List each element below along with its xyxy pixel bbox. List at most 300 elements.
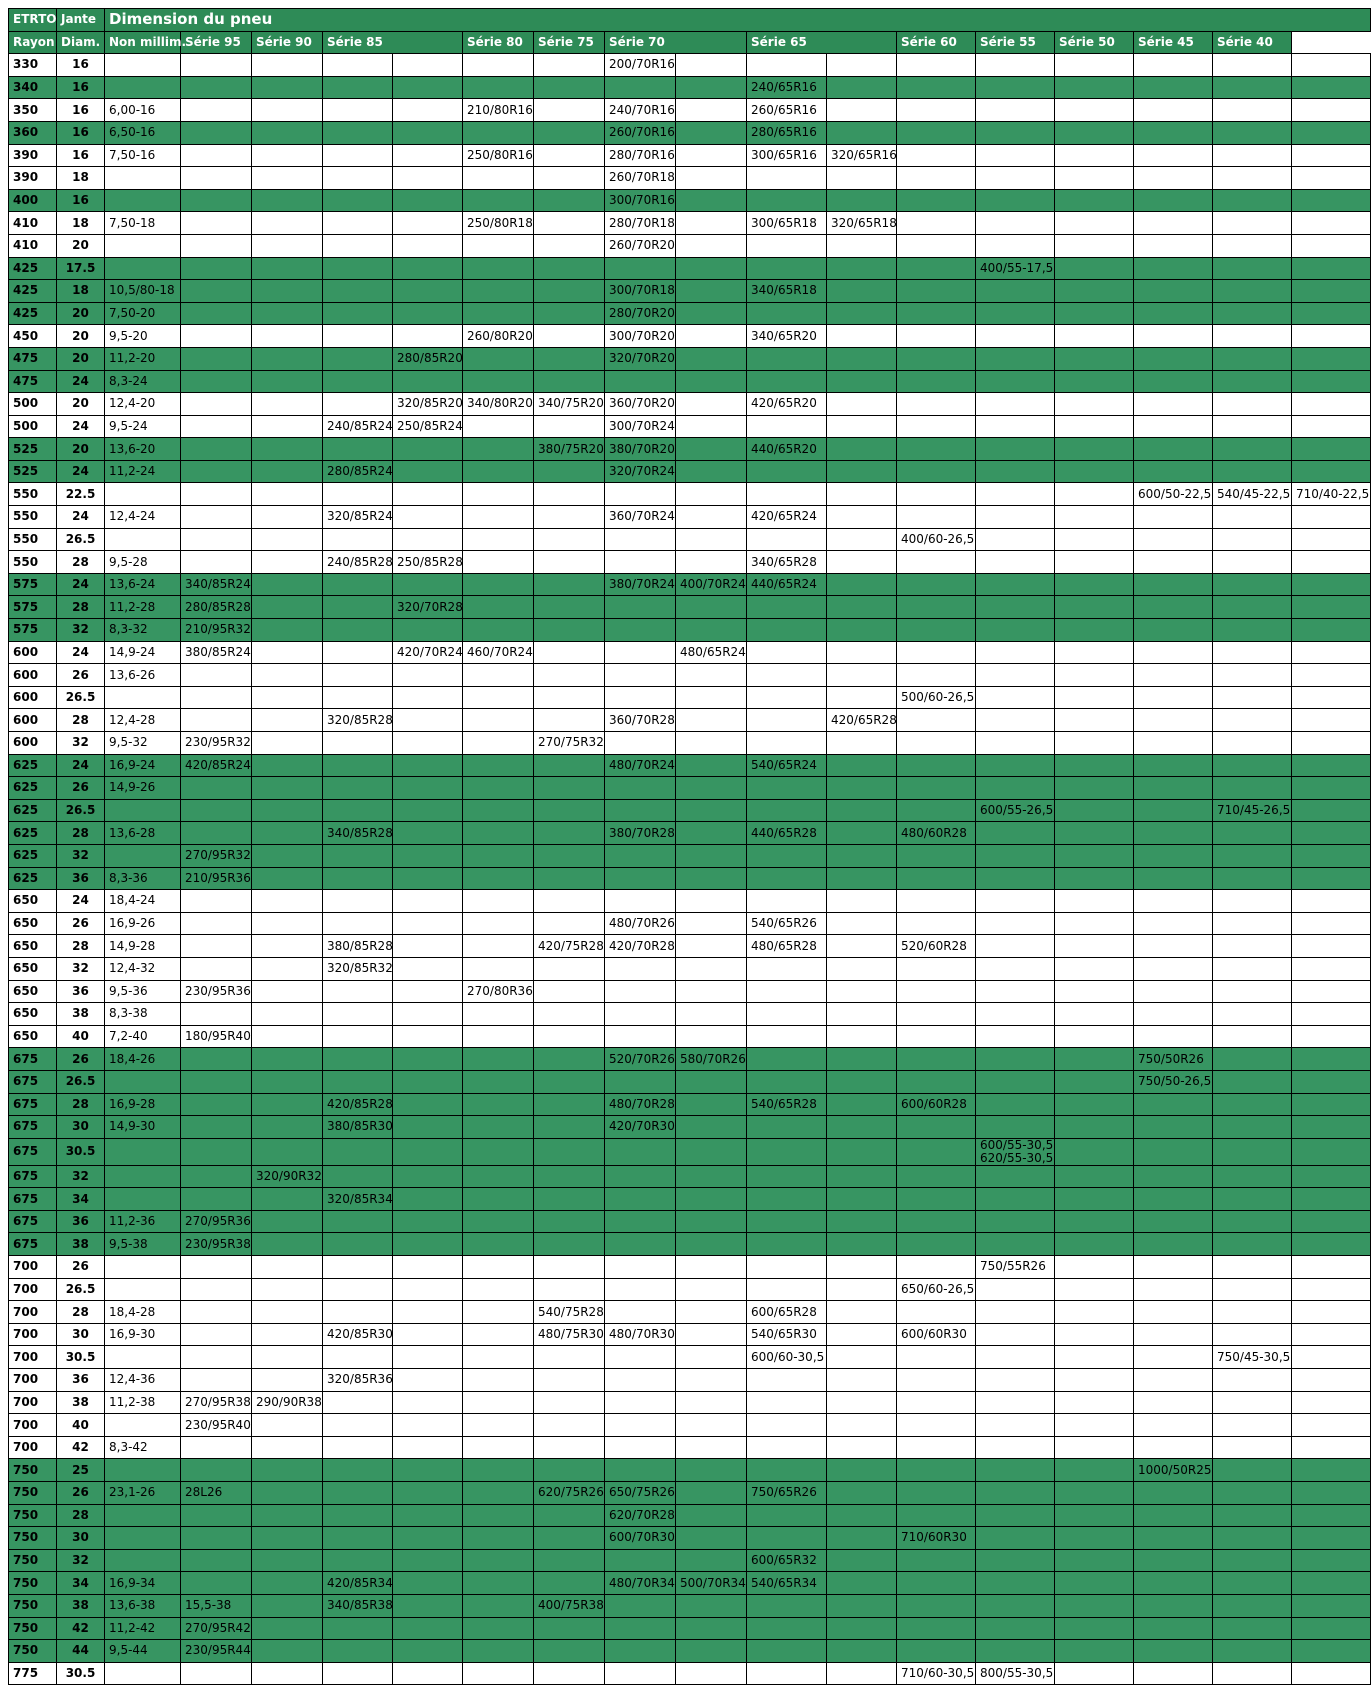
- tire-size-cell: [747, 370, 827, 393]
- tire-size-cell: [323, 1003, 393, 1026]
- tire-size-cell: [105, 1188, 181, 1211]
- tire-size-cell: [1055, 54, 1134, 77]
- tire-size-cell: 480/70R30: [605, 1323, 676, 1346]
- tire-size-cell: [1055, 393, 1134, 416]
- tire-size-cell: 1000/50R25: [1134, 1459, 1213, 1482]
- table-row: [9, 1256, 1371, 1279]
- tire-size-cell: 16,9-26: [105, 912, 181, 935]
- tire-size-cell: [1292, 980, 1371, 1003]
- tire-size-cell: [252, 822, 323, 845]
- table-row: [9, 799, 1371, 822]
- tire-size-cell: [827, 980, 897, 1003]
- tire-size-cell: 250/80R16: [463, 144, 534, 167]
- header-rayon: Rayon: [9, 31, 57, 54]
- tire-size-cell: [1134, 1003, 1213, 1026]
- tire-size-cell: [976, 280, 1055, 303]
- tire-size-cell: [1134, 528, 1213, 551]
- header-title: Dimension du pneu: [105, 9, 1371, 32]
- tire-size-cell: [1292, 1594, 1371, 1617]
- tire-size-cell: [827, 1662, 897, 1685]
- tire-size-cell: [181, 1188, 252, 1211]
- tire-size-cell: [827, 777, 897, 800]
- tire-size-cell: [827, 912, 897, 935]
- tire-size-cell: [393, 325, 463, 348]
- tire-size-cell: [393, 980, 463, 1003]
- jante-diam-cell: 34: [57, 1188, 105, 1211]
- tire-size-cell: [534, 167, 605, 190]
- tire-size-cell: [827, 234, 897, 257]
- tire-size-cell: [252, 799, 323, 822]
- tire-size-cell: [393, 1048, 463, 1071]
- tire-size-cell: [252, 167, 323, 190]
- tire-size-cell: 380/85R24: [181, 641, 252, 664]
- tire-size-cell: [252, 121, 323, 144]
- table-row: [9, 1278, 1371, 1301]
- tire-size-cell: [534, 1549, 605, 1572]
- tire-size-cell: 7,50-20: [105, 302, 181, 325]
- tire-size-cell: [393, 799, 463, 822]
- tire-size-cell: [1292, 99, 1371, 122]
- tire-size-cell: [1292, 1504, 1371, 1527]
- table-row: [9, 1233, 1371, 1256]
- table-row: [9, 573, 1371, 596]
- tire-size-cell: [1213, 1278, 1292, 1301]
- header-series-55: Série 55: [976, 31, 1055, 54]
- tire-size-cell: [1055, 686, 1134, 709]
- tire-size-cell: [747, 1594, 827, 1617]
- tire-size-cell: 300/70R16: [605, 189, 676, 212]
- tire-size-cell: [897, 1165, 976, 1188]
- tire-size-cell: [1213, 980, 1292, 1003]
- tire-size-cell: [605, 1210, 676, 1233]
- jante-diam-cell: 36: [57, 867, 105, 890]
- tire-size-cell: [105, 189, 181, 212]
- tire-size-cell: [252, 641, 323, 664]
- tire-size-cell: [1134, 1188, 1213, 1211]
- tire-size-cell: [534, 890, 605, 913]
- tire-size-cell: [1134, 460, 1213, 483]
- tire-size-cell: [252, 1301, 323, 1324]
- tire-size-cell: [897, 54, 976, 77]
- tire-size-cell: [1134, 619, 1213, 642]
- tire-size-cell: [676, 1301, 747, 1324]
- tire-size-cell: [463, 54, 534, 77]
- tire-size-cell: [747, 1070, 827, 1093]
- tire-size-cell: 750/65R26: [747, 1482, 827, 1505]
- tire-size-cell: [676, 483, 747, 506]
- tire-size-cell: 240/65R16: [747, 76, 827, 99]
- tire-size-cell: 14,9-24: [105, 641, 181, 664]
- tire-size-cell: [252, 1188, 323, 1211]
- tire-size-cell: [897, 844, 976, 867]
- tire-size-cell: 270/75R32: [534, 732, 605, 755]
- tire-size-cell: [1055, 76, 1134, 99]
- tire-size-cell: [747, 641, 827, 664]
- tire-size-cell: 18,4-26: [105, 1048, 181, 1071]
- tire-size-cell: 270/80R36: [463, 980, 534, 1003]
- tire-size-cell: [897, 167, 976, 190]
- jante-diam-cell: 32: [57, 1549, 105, 1572]
- tire-size-cell: 12,4-36: [105, 1369, 181, 1392]
- tire-size-cell: [534, 1459, 605, 1482]
- jante-diam-cell: 24: [57, 890, 105, 913]
- tire-size-cell: 400/60-26,5: [897, 528, 976, 551]
- tire-size-cell: [897, 641, 976, 664]
- tire-size-cell: [463, 844, 534, 867]
- header-series-40: Série 40: [1213, 31, 1292, 54]
- tire-size-cell: [1055, 1093, 1134, 1116]
- tire-size-cell: [897, 325, 976, 348]
- tire-size-cell: [1213, 325, 1292, 348]
- tire-size-cell: [676, 935, 747, 958]
- tire-size-cell: [747, 1233, 827, 1256]
- tire-size-cell: [976, 1436, 1055, 1459]
- tire-size-cell: [1134, 257, 1213, 280]
- tire-size-cell: [897, 1188, 976, 1211]
- tire-size-cell: [393, 1025, 463, 1048]
- tire-size-cell: [1055, 1482, 1134, 1505]
- tire-size-cell: [252, 777, 323, 800]
- tire-size-cell: [252, 619, 323, 642]
- tire-size-cell: [1134, 777, 1213, 800]
- tire-size-cell: [181, 144, 252, 167]
- tire-size-cell: [1292, 1549, 1371, 1572]
- tire-size-cell: 14,9-30: [105, 1116, 181, 1139]
- etrto-rayon-cell: 650: [9, 957, 57, 980]
- tire-size-cell: [1055, 935, 1134, 958]
- table-row: [9, 1003, 1371, 1026]
- header-series-60: Série 60: [897, 31, 976, 54]
- tire-size-cell: [976, 912, 1055, 935]
- tire-size-cell: [181, 1662, 252, 1685]
- tire-size-cell: [976, 619, 1055, 642]
- tire-size-cell: [252, 1346, 323, 1369]
- tire-size-cell: [252, 234, 323, 257]
- tire-size-cell: 200/70R16: [605, 54, 676, 77]
- tire-size-cell: [976, 935, 1055, 958]
- tire-size-cell: 320/65R16: [827, 144, 897, 167]
- tire-size-cell: [463, 1093, 534, 1116]
- tire-size-cell: [1055, 528, 1134, 551]
- table-row: [9, 551, 1371, 574]
- tire-size-cell: [1213, 912, 1292, 935]
- tire-size-cell: [252, 506, 323, 529]
- etrto-rayon-cell: 600: [9, 732, 57, 755]
- tire-size-cell: 600/65R32: [747, 1549, 827, 1572]
- tire-size-cell: [676, 1436, 747, 1459]
- tire-size-cell: [393, 528, 463, 551]
- tire-size-cell: [1134, 393, 1213, 416]
- tire-size-cell: [676, 370, 747, 393]
- tire-size-cell: [747, 347, 827, 370]
- tire-size-cell: [323, 1617, 393, 1640]
- tire-size-line: 620/55-30,5: [980, 1150, 1054, 1165]
- tire-size-cell: [1292, 415, 1371, 438]
- tire-size-cell: [534, 280, 605, 303]
- tire-size-cell: [676, 1188, 747, 1211]
- tire-size-cell: 800/55-30,5: [976, 1662, 1055, 1685]
- tire-size-cell: [534, 1369, 605, 1392]
- tire-size-cell: [393, 1527, 463, 1550]
- jante-diam-cell: 42: [57, 1617, 105, 1640]
- tire-size-cell: [897, 438, 976, 461]
- tire-size-cell: [534, 76, 605, 99]
- tire-size-cell: 320/90R32: [252, 1165, 323, 1188]
- tire-size-cell: [976, 1527, 1055, 1550]
- tire-size-cell: 18,4-24: [105, 890, 181, 913]
- tire-size-cell: [676, 234, 747, 257]
- tire-size-cell: [1134, 1025, 1213, 1048]
- jante-diam-cell: 18: [57, 280, 105, 303]
- tire-size-cell: [1055, 1116, 1134, 1139]
- tire-size-cell: [534, 121, 605, 144]
- table-row: [9, 99, 1371, 122]
- jante-diam-cell: 36: [57, 980, 105, 1003]
- jante-diam-cell: 20: [57, 302, 105, 325]
- tire-size-cell: [827, 1594, 897, 1617]
- table-row: [9, 686, 1371, 709]
- tire-size-cell: [897, 1256, 976, 1279]
- tire-size-cell: [1134, 1436, 1213, 1459]
- tire-size-cell: [1055, 1662, 1134, 1685]
- tire-size-cell: [897, 1116, 976, 1139]
- tire-size-cell: [393, 1617, 463, 1640]
- tire-size-cell: [1055, 844, 1134, 867]
- tire-size-cell: [393, 1549, 463, 1572]
- tire-size-cell: [676, 822, 747, 845]
- tire-size-cell: [605, 777, 676, 800]
- tire-size-cell: [181, 99, 252, 122]
- jante-diam-cell: 30: [57, 1323, 105, 1346]
- etrto-rayon-cell: 600: [9, 686, 57, 709]
- table-row: [9, 257, 1371, 280]
- tire-size-cell: [1055, 1414, 1134, 1437]
- tire-size-cell: [105, 1165, 181, 1188]
- tire-size-cell: [827, 1233, 897, 1256]
- tire-size-cell: [1213, 1414, 1292, 1437]
- jante-diam-cell: 24: [57, 370, 105, 393]
- tire-size-cell: [1292, 1093, 1371, 1116]
- tire-size-cell: [747, 1048, 827, 1071]
- tire-size-cell: [463, 1459, 534, 1482]
- tire-size-cell: [897, 1482, 976, 1505]
- tire-size-cell: 260/70R20: [605, 234, 676, 257]
- tire-size-cell: 360/70R20: [605, 393, 676, 416]
- tire-size-cell: [976, 212, 1055, 235]
- etrto-rayon-cell: 600: [9, 664, 57, 687]
- tire-size-cell: [676, 1617, 747, 1640]
- etrto-rayon-cell: 600: [9, 641, 57, 664]
- tire-size-cell: [1055, 573, 1134, 596]
- tire-size-cell: [1292, 438, 1371, 461]
- tire-size-cell: [747, 686, 827, 709]
- table-row: [9, 370, 1371, 393]
- tire-size-cell: 400/55-17,5: [976, 257, 1055, 280]
- tire-size-cell: [181, 460, 252, 483]
- tire-size-cell: [534, 754, 605, 777]
- tire-size-cell: [534, 1662, 605, 1685]
- tire-size-cell: [747, 732, 827, 755]
- tire-size-cell: [827, 1640, 897, 1663]
- tire-size-cell: [605, 1256, 676, 1279]
- tire-size-cell: [676, 1278, 747, 1301]
- tire-size-cell: [827, 1459, 897, 1482]
- tire-size-cell: [1134, 1256, 1213, 1279]
- tire-size-cell: [1055, 1138, 1134, 1165]
- etrto-rayon-cell: 330: [9, 54, 57, 77]
- tire-size-cell: [534, 1093, 605, 1116]
- tire-size-cell: [393, 438, 463, 461]
- tire-size-cell: [827, 1188, 897, 1211]
- tire-size-cell: [976, 234, 1055, 257]
- table-row: [9, 1662, 1371, 1685]
- tire-size-cell: [897, 980, 976, 1003]
- tire-size-cell: [463, 438, 534, 461]
- etrto-rayon-cell: 475: [9, 347, 57, 370]
- tire-size-cell: 18,4-28: [105, 1301, 181, 1324]
- tire-size-cell: [827, 754, 897, 777]
- tire-size-cell: [747, 596, 827, 619]
- jante-diam-cell: 28: [57, 551, 105, 574]
- tire-size-cell: [676, 596, 747, 619]
- tire-size-cell: [605, 1346, 676, 1369]
- jante-diam-cell: 24: [57, 460, 105, 483]
- tire-size-cell: [393, 686, 463, 709]
- tire-size-cell: [463, 551, 534, 574]
- tire-size-cell: [1213, 1116, 1292, 1139]
- tire-size-cell: [1055, 234, 1134, 257]
- tire-size-cell: [105, 167, 181, 190]
- tire-size-cell: [105, 1527, 181, 1550]
- tire-size-cell: [1134, 732, 1213, 755]
- tire-size-cell: [181, 935, 252, 958]
- etrto-rayon-cell: 340: [9, 76, 57, 99]
- tire-size-cell: [676, 709, 747, 732]
- tire-size-cell: 11,2-36: [105, 1210, 181, 1233]
- etrto-rayon-cell: 390: [9, 144, 57, 167]
- tire-size-cell: [323, 1025, 393, 1048]
- tire-size-cell: [1055, 415, 1134, 438]
- jante-diam-cell: 32: [57, 1165, 105, 1188]
- tire-size-cell: [605, 1138, 676, 1165]
- tire-size-cell: [1134, 957, 1213, 980]
- tire-size-cell: [976, 1188, 1055, 1211]
- jante-diam-cell: 24: [57, 506, 105, 529]
- table-row: [9, 1025, 1371, 1048]
- table-row: [9, 76, 1371, 99]
- table-row: [9, 54, 1371, 77]
- tire-size-cell: [897, 212, 976, 235]
- tire-size-cell: [534, 1504, 605, 1527]
- tire-size-cell: 320/85R32: [323, 957, 393, 980]
- tire-size-cell: [105, 483, 181, 506]
- tire-size-cell: 650/60-26,5: [897, 1278, 976, 1301]
- table-row: [9, 1527, 1371, 1550]
- tire-size-cell: [827, 76, 897, 99]
- jante-diam-cell: 30.5: [57, 1138, 105, 1165]
- tire-size-cell: [976, 686, 1055, 709]
- tire-size-cell: 710/40-22,5: [1292, 483, 1371, 506]
- etrto-rayon-cell: 525: [9, 438, 57, 461]
- tire-size-cell: [463, 1549, 534, 1572]
- etrto-rayon-cell: 550: [9, 551, 57, 574]
- tire-size-cell: [1055, 1549, 1134, 1572]
- tire-size-cell: 240/70R16: [605, 99, 676, 122]
- etrto-rayon-cell: 500: [9, 393, 57, 416]
- jante-diam-cell: 17.5: [57, 257, 105, 280]
- etrto-rayon-cell: 475: [9, 370, 57, 393]
- tire-size-cell: [393, 1003, 463, 1026]
- tire-size-cell: [323, 76, 393, 99]
- tire-size-cell: [1292, 393, 1371, 416]
- tire-size-cell: 480/65R24: [676, 641, 747, 664]
- tire-size-cell: [1292, 1278, 1371, 1301]
- tire-size-cell: [252, 460, 323, 483]
- etrto-rayon-cell: 675: [9, 1165, 57, 1188]
- tire-size-cell: [897, 1048, 976, 1071]
- tire-size-cell: [747, 1256, 827, 1279]
- tire-size-cell: [976, 1093, 1055, 1116]
- tire-size-cell: 440/65R28: [747, 822, 827, 845]
- tire-size-cell: 360/70R28: [605, 709, 676, 732]
- tire-size-cell: [827, 415, 897, 438]
- tire-size-cell: [827, 1301, 897, 1324]
- tire-size-cell: [827, 393, 897, 416]
- tire-size-cell: [676, 980, 747, 1003]
- table-row: [9, 506, 1371, 529]
- tire-size-cell: [393, 506, 463, 529]
- tire-size-cell: [1213, 1436, 1292, 1459]
- table-header: [9, 9, 1371, 54]
- tire-size-cell: [747, 957, 827, 980]
- tire-size-cell: [1213, 619, 1292, 642]
- header-series-65: Série 65: [747, 31, 897, 54]
- jante-diam-cell: 32: [57, 957, 105, 980]
- tire-size-cell: 500/60-26,5: [897, 686, 976, 709]
- tire-size-cell: 480/60R28: [897, 822, 976, 845]
- tire-size-cell: [605, 1640, 676, 1663]
- tire-size-cell: [463, 1436, 534, 1459]
- tire-size-cell: [181, 1527, 252, 1550]
- tire-size-cell: [393, 1662, 463, 1685]
- tire-size-cell: [393, 1594, 463, 1617]
- tire-size-cell: [676, 1527, 747, 1550]
- jante-diam-cell: 32: [57, 619, 105, 642]
- tire-size-cell: [534, 1414, 605, 1437]
- tire-size-cell: [252, 867, 323, 890]
- tire-size-cell: [827, 1527, 897, 1550]
- tire-size-cell: [1213, 76, 1292, 99]
- tire-size-cell: [897, 280, 976, 303]
- tire-size-cell: [323, 1549, 393, 1572]
- table-row: [9, 460, 1371, 483]
- tire-size-cell: [676, 528, 747, 551]
- tire-size-cell: 270/95R42: [181, 1617, 252, 1640]
- tire-size-cell: [181, 257, 252, 280]
- tire-size-cell: [1134, 754, 1213, 777]
- tire-size-cell: [1292, 641, 1371, 664]
- tire-size-cell: [676, 1025, 747, 1048]
- tire-size-cell: [1213, 1527, 1292, 1550]
- tire-size-cell: [463, 1165, 534, 1188]
- tire-size-cell: [463, 957, 534, 980]
- tire-size-cell: [1055, 596, 1134, 619]
- tire-size-cell: [897, 370, 976, 393]
- header-series-70: Série 70: [605, 31, 747, 54]
- jante-diam-cell: 28: [57, 1093, 105, 1116]
- tire-size-cell: [393, 234, 463, 257]
- tire-size-cell: [534, 822, 605, 845]
